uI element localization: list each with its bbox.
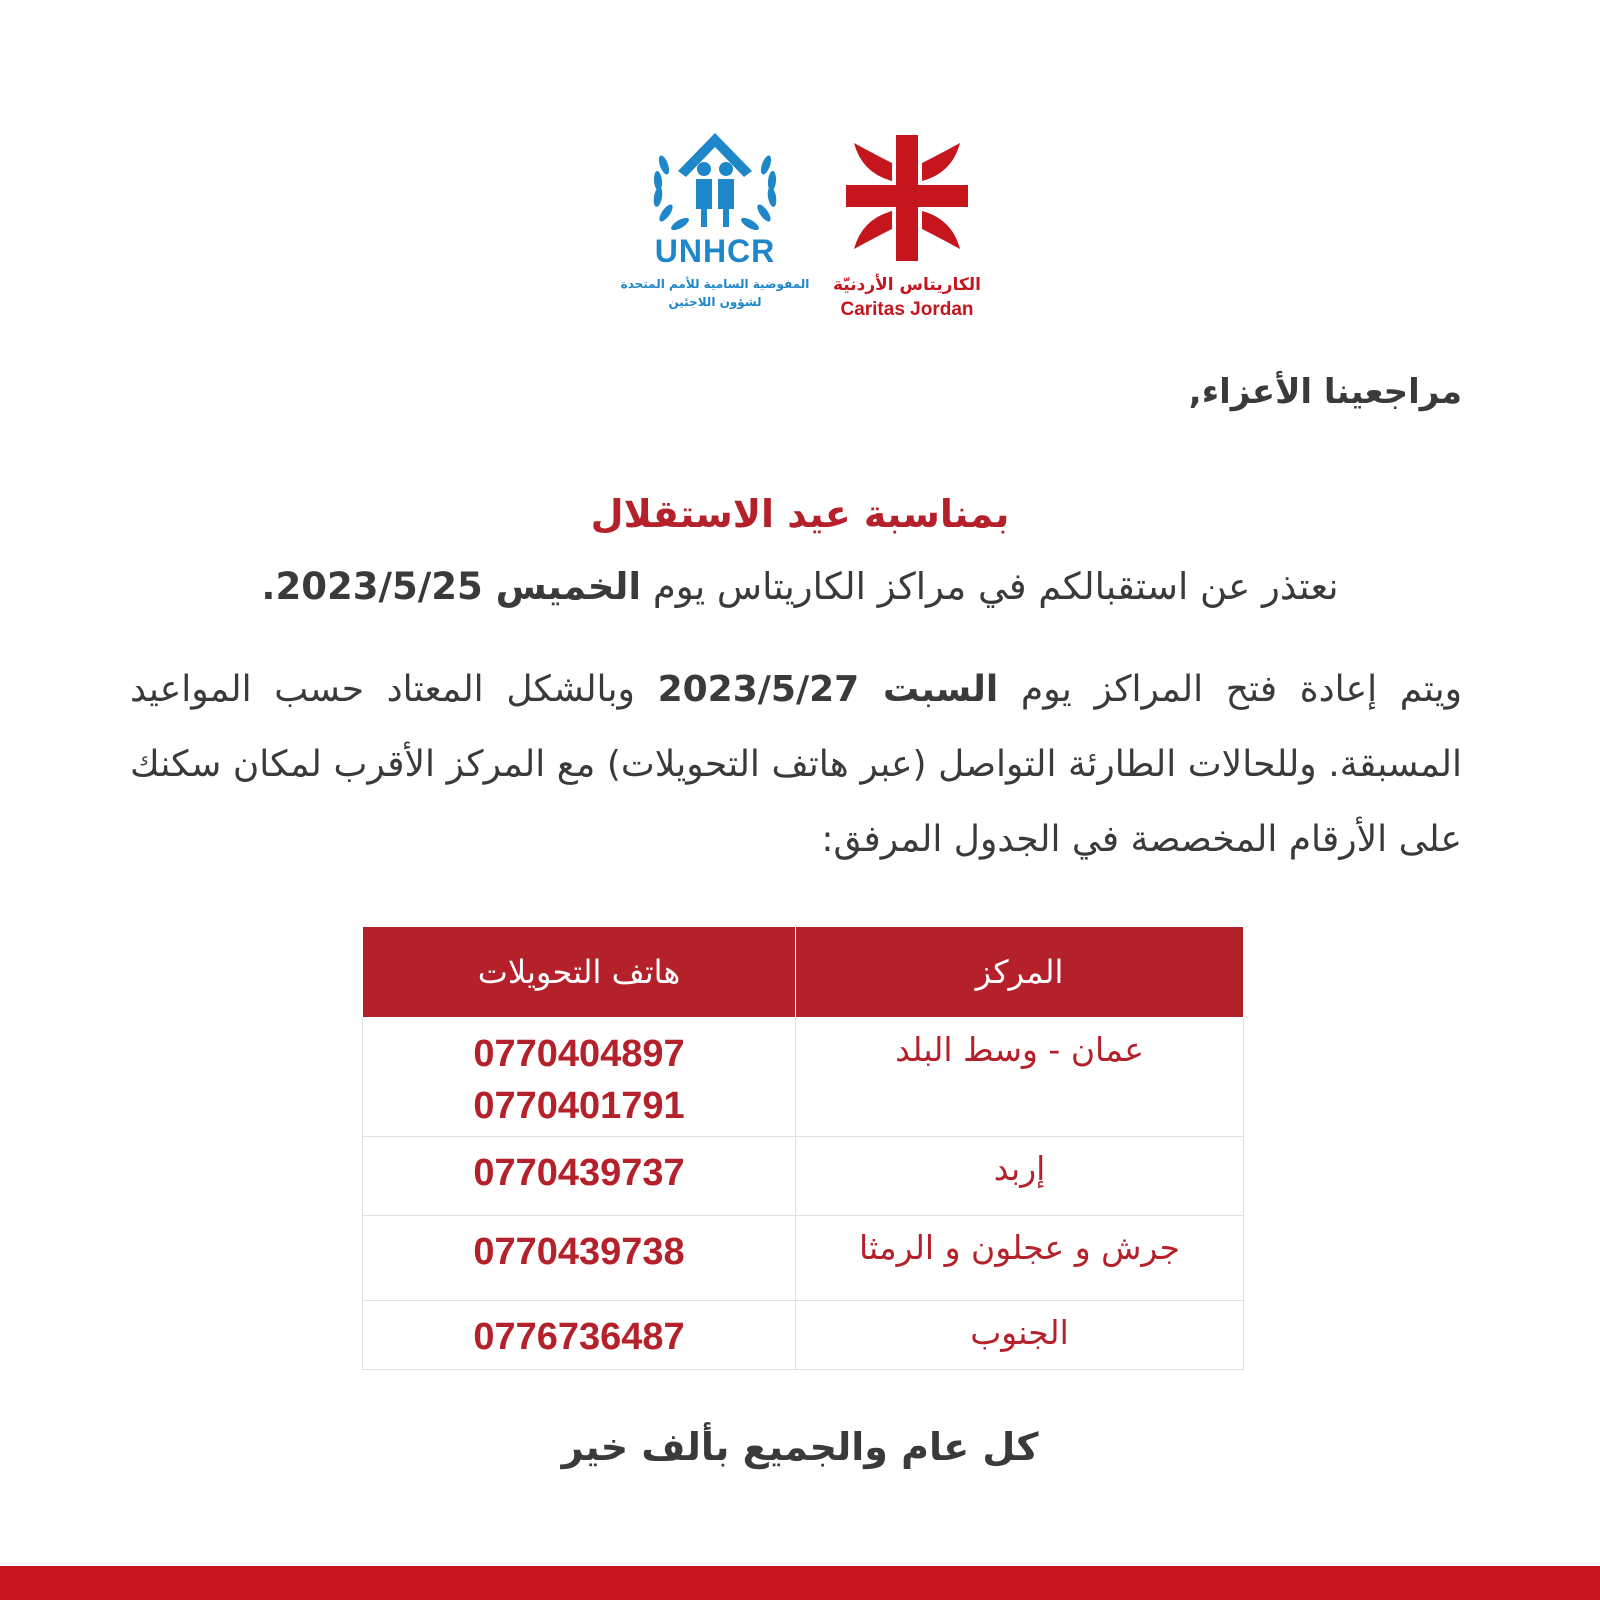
- phone-number: 0770401791: [473, 1085, 685, 1127]
- phone-cell: [363, 1216, 796, 1301]
- logos-header: [600, 125, 1000, 325]
- reopening-paragraph: [130, 652, 1462, 877]
- greeting: مراجعينا الأعزاء,: [1188, 372, 1462, 412]
- unhcr-arabic-line2: لشؤون اللاجئين: [668, 295, 762, 309]
- phone-cell: [363, 1018, 796, 1137]
- center-name: إربد: [796, 1137, 1244, 1216]
- unhcr-logo: [612, 125, 818, 325]
- phone-number: 0770439737: [473, 1152, 685, 1194]
- caritas-english-name: Caritas Jordan: [840, 299, 974, 320]
- closure-notice: [120, 565, 1480, 608]
- reopening-rest: وبالشكل المعتاد حسب المواعيد المسبقة. وللحالات الطارئة التواصل (عبر هاتف التحويلات) مع المركز الأقرب لمكان سكنك على الأرقام المخصصة في الجدول المرفق:: [130, 669, 1462, 860]
- caritas-logo: [832, 133, 982, 325]
- phone-number: 0776736487: [473, 1316, 685, 1358]
- reopening-day: السبت 2023/5/27: [657, 669, 999, 710]
- center-name: الجنوب: [796, 1301, 1244, 1370]
- unhcr-emblem-icon: [612, 125, 818, 235]
- table-row: [363, 1018, 1244, 1137]
- phone-cell: [363, 1301, 796, 1370]
- unhcr-name: UNHCR: [654, 233, 776, 269]
- bottom-accent-bar: [0, 1566, 1600, 1600]
- phone-cell: [363, 1137, 796, 1216]
- closure-text: نعتذر عن استقبالكم في مراكز الكاريتاس يوم: [652, 565, 1339, 608]
- header-center: المركز: [796, 927, 1244, 1018]
- phone-number: 0770439738: [473, 1231, 685, 1273]
- centers-table: [362, 927, 1244, 1370]
- closure-day: الخميس 2023/5/25.: [261, 565, 642, 608]
- phone-number: 0770404897: [473, 1033, 685, 1075]
- header-phone: هاتف التحويلات: [363, 927, 796, 1018]
- reopening-lead: ويتم إعادة فتح المراكز يوم: [1020, 669, 1462, 710]
- center-name: جرش و عجلون و الرمثا: [796, 1216, 1244, 1301]
- caritas-arabic-name: الكاريتاس الأردنيّة: [833, 275, 981, 295]
- caritas-cross-icon: [832, 133, 982, 265]
- closing-greeting: كل عام والجميع بألف خير: [561, 1425, 1039, 1469]
- table-header-row: [363, 927, 1244, 1018]
- unhcr-arabic-line1: المفوضية السامية للأمم المتحدة: [620, 277, 810, 291]
- table-row: [363, 1137, 1244, 1216]
- occasion-title: بمناسبة عيد الاستقلال: [590, 492, 1010, 536]
- center-name: عمان - وسط البلد: [796, 1018, 1244, 1137]
- table-row: [363, 1216, 1244, 1301]
- table-row: [363, 1301, 1244, 1370]
